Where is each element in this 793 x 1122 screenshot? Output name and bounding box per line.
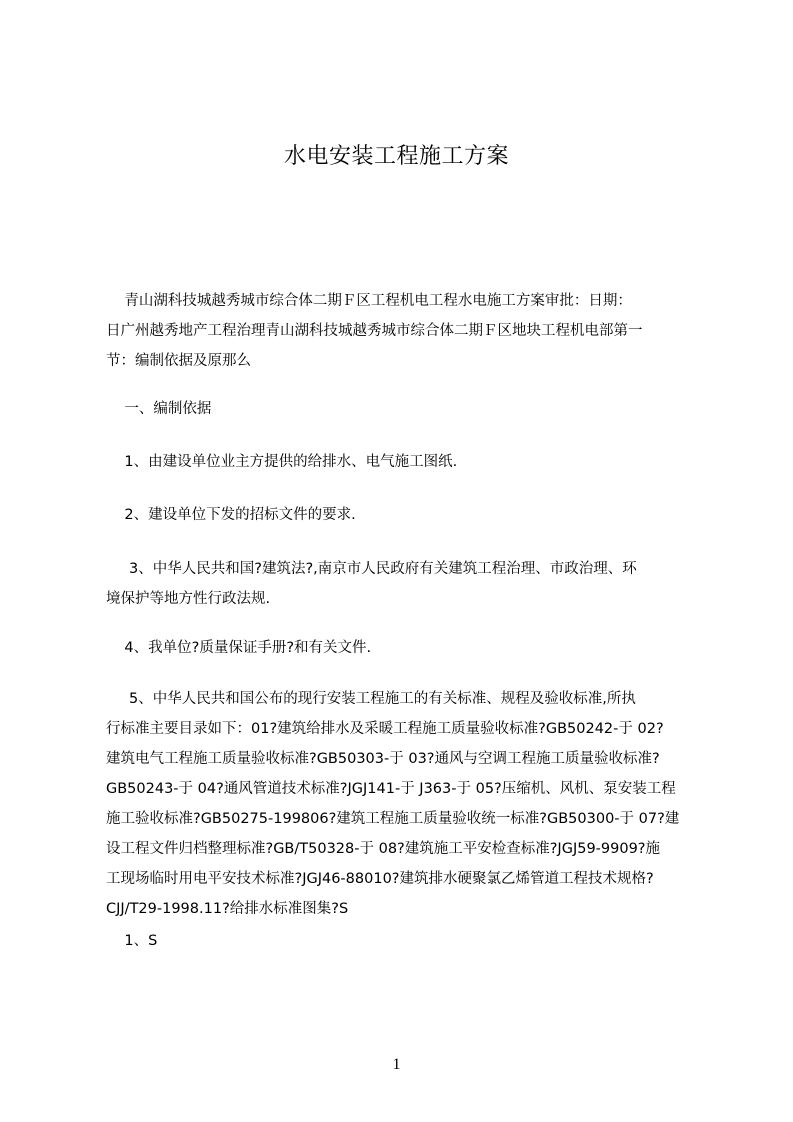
section-heading bbox=[106, 394, 700, 424]
list-item-text: CJJ/T29-1998.11?给排水标准图集?S bbox=[106, 901, 349, 917]
list-item-1 bbox=[106, 447, 700, 477]
page-number: 1 bbox=[392, 1056, 401, 1073]
list-item-2 bbox=[106, 500, 700, 530]
document-title: 水电安装工程施工方案 bbox=[283, 144, 509, 169]
list-item-3 bbox=[106, 554, 700, 614]
list-item-text: 行标准主要目录如下：01?建筑给排水及采暖工程施工质量验收标准?GB50242-于 02? bbox=[106, 721, 664, 737]
list-item-text: 1、S bbox=[106, 933, 158, 949]
list-item-last bbox=[106, 926, 700, 956]
list-item-text: 5、中华人民共和国公布的现行安装工程施工的有关标准、规程及验收标准,所执 bbox=[106, 691, 636, 707]
section-heading-text: 一、编制依据 bbox=[106, 401, 212, 417]
list-item-text: 2、建设单位下发的招标文件的要求. bbox=[106, 507, 356, 523]
intro-paragraph bbox=[106, 286, 700, 376]
intro-line: 节：编制依据及原那么 bbox=[106, 353, 251, 369]
list-item-text: 设工程文件归档整理标准?GB/T50328-于 08?建筑施工平安检查标准?JGJ59-9909?施 bbox=[106, 841, 660, 857]
list-item-text: 施工验收标准?GB50275-199806?建筑工程施工质量验收统一标准?GB50300-于 07?建 bbox=[106, 811, 680, 827]
list-item-4 bbox=[106, 633, 700, 663]
list-item-text: 工现场临时用电平安技术标准?JGJ46-88010?建筑排水硬聚氯乙烯管道工程技术规格? bbox=[106, 871, 654, 887]
list-item-text: 建筑电气工程施工质量验收标准?GB50303-于 03?通风与空调工程施工质量验收标准? bbox=[106, 751, 660, 767]
list-item-text: 境保护等地方性行政法规. bbox=[106, 591, 271, 607]
list-item-5 bbox=[106, 684, 700, 924]
list-item-text: GB50243-于 04?通风管道技术标准?JGJ141-于 J363-于 05?压缩机、风机、泵安装工程 bbox=[106, 781, 676, 797]
list-item-text: 3、中华人民共和国?建筑法?,南京市人民政府有关建筑工程治理、市政治理、环 bbox=[106, 561, 637, 577]
list-item-text: 1、由建设单位业主方提供的给排水、电气施工图纸. bbox=[106, 454, 458, 470]
list-item-text: 4、我单位?质量保证手册?和有关文件. bbox=[106, 640, 372, 656]
intro-line: 日广州越秀地产工程治理青山湖科技城越秀城市综合体二期Ｆ区地块工程机电部第一 bbox=[106, 323, 643, 339]
intro-line: 青山湖科技城越秀城市综合体二期Ｆ区工程机电工程水电施工方案审批：日期： bbox=[106, 293, 632, 309]
